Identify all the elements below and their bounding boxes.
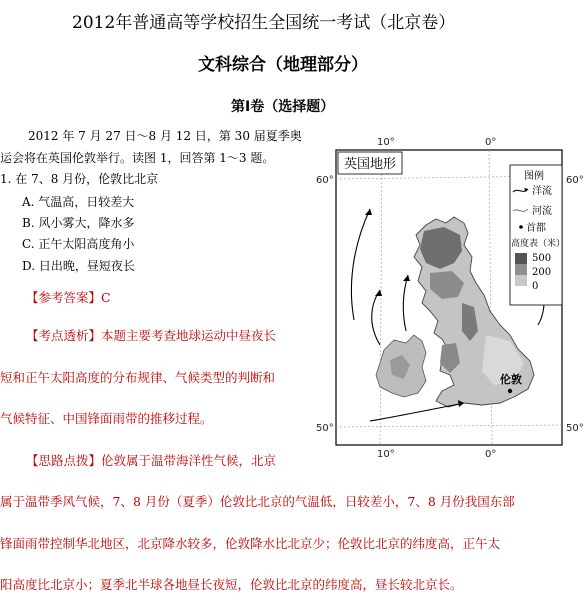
thinking-line: 锋面雨带控制华北地区，北京降水较多，伦敦降水比北京少；伦敦比北京的纬度高，正午太	[0, 536, 501, 551]
analysis-label: 【考点透析】	[26, 328, 102, 343]
lon-label: 10°	[377, 449, 395, 460]
lat-label: 50°	[566, 423, 584, 434]
intro-line: 运会将在英国伦敦举行。读图 1，回答第 1～3 题。	[0, 151, 275, 165]
thinking-line: 伦敦属于温带海洋性气候，北京	[101, 453, 277, 468]
option-b: B. 风小雾大，降水多	[22, 216, 135, 230]
thinking-label: 【思路点拨】	[26, 453, 102, 468]
map-svg	[314, 135, 588, 461]
answer-label: 【参考答案】	[26, 290, 102, 305]
legend-current: 洋流	[532, 186, 552, 197]
legend-capital: 首都	[526, 223, 546, 234]
uk-terrain-map	[314, 135, 588, 461]
legend-title: 图例	[524, 171, 544, 182]
legend-elevation: 高度表（米）	[511, 239, 566, 249]
exam-title: 2012年普通高等学校招生全国统一考试（北京卷）	[72, 13, 456, 33]
analysis-line: 本题主要考查地球运动中昼夜长	[101, 328, 277, 343]
analysis-line: 短和正午太阳高度的分布规律、气候类型的判断和	[0, 370, 276, 385]
analysis-line: 气候特征、中国锋面雨带的推移过程。	[0, 411, 213, 426]
answer-block	[26, 288, 111, 306]
lon-label: 10°	[377, 137, 395, 148]
lat-label: 60°	[566, 175, 584, 186]
lon-label: 0°	[485, 449, 497, 460]
legend-level: 0	[532, 281, 539, 292]
legend-level: 200	[532, 267, 552, 278]
legend-level: 500	[532, 253, 552, 264]
lat-label: 50°	[316, 423, 334, 434]
option-c: C. 正午太阳高度角小	[22, 237, 135, 251]
lat-label: 60°	[316, 175, 334, 186]
intro-line: 2012 年 7 月 27 日～8 月 12 日，第 30 届夏季奥	[28, 129, 302, 143]
option-a: A. 气温高，日较差大	[22, 195, 135, 209]
lon-label: 0°	[485, 137, 497, 148]
map-legend	[510, 165, 565, 305]
option-d: D. 日出晚，昼短夜长	[22, 259, 135, 273]
elevation-swatch-low	[515, 275, 527, 286]
city-label: 伦敦	[500, 373, 522, 386]
thinking-block	[26, 451, 276, 469]
answer-value: C	[101, 290, 111, 305]
legend-river: 河流	[532, 206, 552, 217]
question-stem: 1. 在 7、8 月份，伦敦比北京	[0, 172, 159, 186]
thinking-line: 属于温带季风气候，7、8 月份（夏季）伦敦比北京的气温低，日较差小，7、8 月份我国东部	[0, 494, 515, 509]
analysis-block	[26, 326, 276, 344]
capital-dot-icon	[519, 225, 523, 229]
thinking-line: 阳高度比北京小；夏季北半球各地昼长夜短，伦敦比北京的纬度高，昼长较北京长。	[0, 577, 463, 592]
london-capital-dot	[508, 389, 512, 393]
map-title: 英国地形	[344, 157, 397, 172]
exam-subtitle: 文科综合（地理部分）	[198, 55, 368, 75]
section-heading: 第Ⅰ卷（选择题）	[231, 99, 335, 115]
elevation-swatch-high	[515, 253, 527, 264]
elevation-swatch-mid	[515, 264, 527, 275]
